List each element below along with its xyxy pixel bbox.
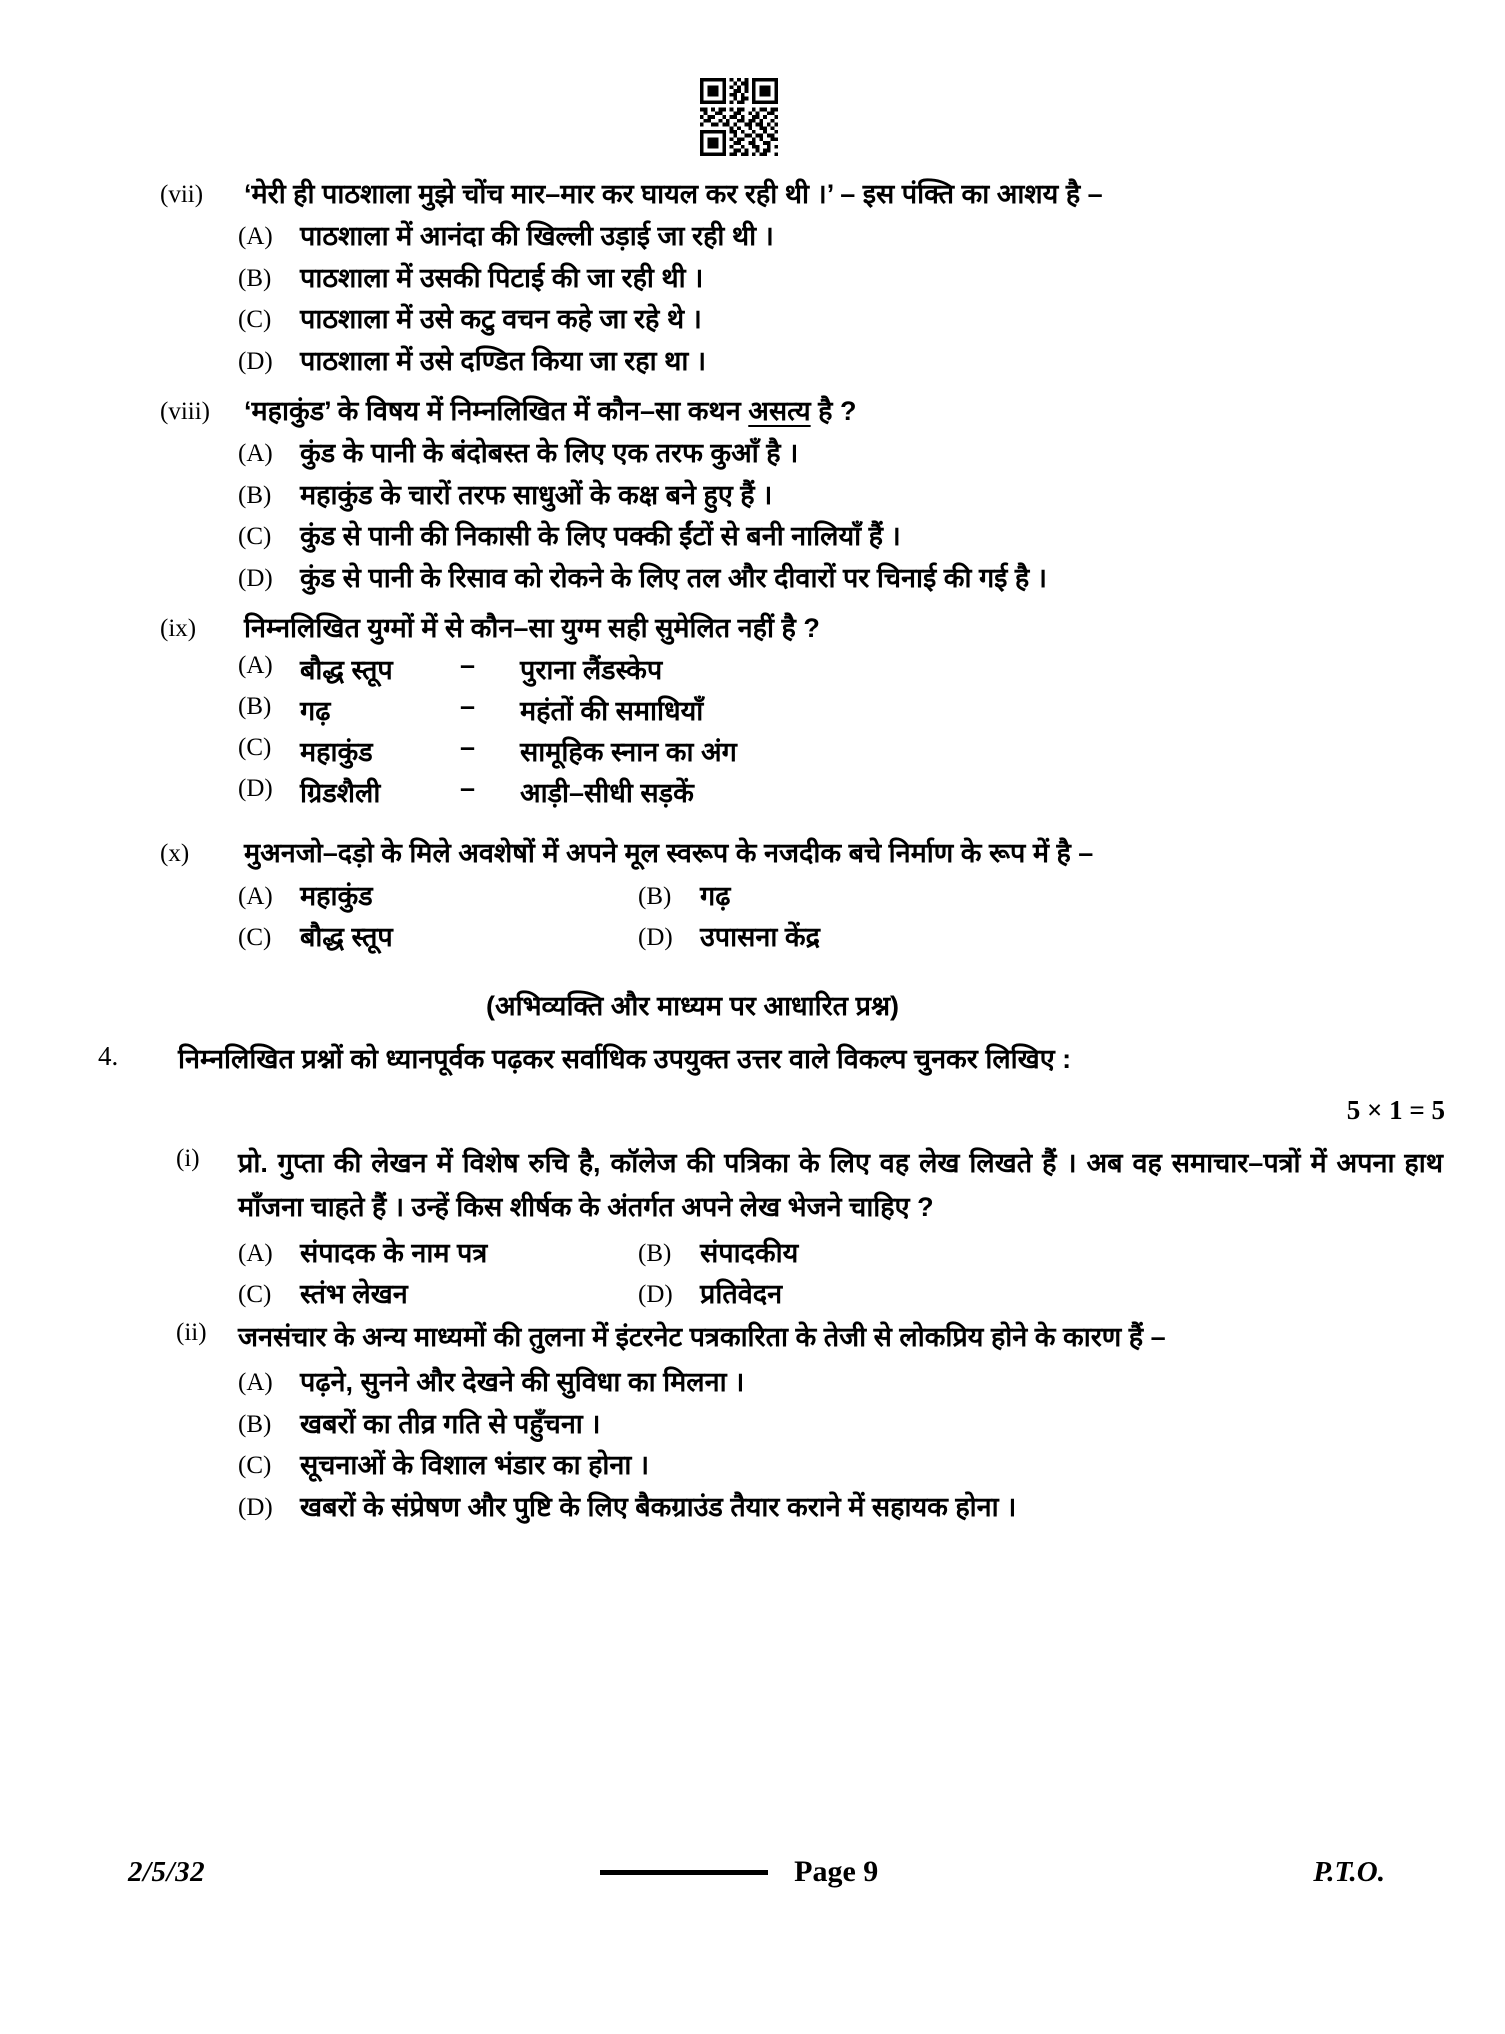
option-x-a[interactable] [238, 876, 638, 917]
option-label: (C) [238, 306, 272, 334]
question-content [0, 175, 1505, 1528]
question-marker: (ix) [160, 615, 197, 643]
spacer [0, 382, 1505, 392]
question-marker: (viii) [160, 398, 210, 426]
option-vii-b[interactable] [0, 258, 1505, 299]
paper-code: 2/5/32 [128, 1855, 206, 1888]
question-x [0, 834, 1505, 873]
option-vii-c[interactable] [0, 299, 1505, 340]
pto-label: P.T.O. [1313, 1855, 1385, 1888]
option-label: (B) [638, 882, 672, 910]
option-ix-a[interactable] [0, 650, 1505, 687]
question-text: प्रो. गुप्ता की लेखन में विशेष रुचि है, कॉलेज की पत्रिका के लिए वह लेख लिखते हैं । अब वह समाचार–पत्रों में अपना हाथ माँजना चाहते हैं । उन्हें किस शीर्षक के अंतर्गत अपने लेख भेजने चाहिए ? [238, 1148, 1443, 1222]
spacer [0, 599, 1505, 609]
question-text: निम्नलिखित प्रश्नों को ध्यानपूर्वक पढ़कर सर्वाधिक उपयुक्त उत्तर वाले विकल्प चुनकर लिखिए : [178, 1043, 1072, 1074]
footer-rule [600, 1870, 768, 1875]
option-text: संपादक के नाम पत्र [300, 1237, 488, 1268]
option-label: (B) [238, 264, 272, 292]
option-text: सूचनाओं के विशाल भंडार का होना । [300, 1450, 650, 1481]
page-footer [0, 1855, 1505, 1889]
option-viii-b[interactable] [0, 475, 1505, 516]
option-text: महाकुंड [300, 880, 373, 911]
option-label: (B) [238, 1410, 272, 1438]
option-text: पाठशाला में उसे दण्डित किया जा रहा था । [300, 345, 707, 376]
option-x-b[interactable] [638, 876, 730, 917]
option-label: (C) [238, 1281, 272, 1309]
option-vii-d[interactable] [0, 341, 1505, 382]
option-text: स्तंभ लेखन [300, 1279, 408, 1310]
question-ix [0, 609, 1505, 648]
option-4ii-d[interactable] [0, 1487, 1505, 1528]
pair-dash: – [460, 732, 476, 763]
option-4i-row-1 [0, 1233, 1505, 1274]
option-x-row-2 [0, 917, 1505, 958]
option-4i-a[interactable] [238, 1233, 638, 1274]
question-text [238, 392, 1505, 431]
option-4i-d[interactable] [638, 1274, 782, 1315]
question-text-part2: है ? [810, 396, 857, 427]
option-text: पढ़ने, सुनने और देखने की सुविधा का मिलना । [300, 1367, 745, 1398]
page-number: Page 9 [794, 1855, 879, 1888]
option-text: पाठशाला में उसकी पिटाई की जा रही थी । [300, 262, 704, 293]
option-4ii-c[interactable] [0, 1445, 1505, 1486]
question-text: ‘मेरी ही पाठशाला मुझे चोंच मार–मार कर घायल कर रही थी ।’ – इस पंक्ति का आशय है – [244, 179, 1103, 209]
option-text: महाकुंड के चारों तरफ साधुओं के कक्ष बने हुए हैं । [300, 479, 773, 510]
option-label: (D) [238, 564, 273, 592]
option-text: कुंड के पानी के बंदोबस्त के लिए एक तरफ कुआँ है । [300, 438, 799, 469]
option-4i-b[interactable] [638, 1233, 798, 1274]
option-viii-d[interactable] [0, 558, 1505, 599]
option-text: बौद्ध स्तूप [300, 922, 393, 953]
question-text: निम्नलिखित युग्मों में से कौन–सा युग्म सही सुमेलित नहीं है ? [244, 613, 820, 644]
option-label: (C) [238, 1452, 272, 1480]
option-x-row-1 [0, 876, 1505, 917]
pair-right: पुराना लैंडस्केप [520, 655, 663, 686]
option-text: प्रतिवेदन [700, 1279, 783, 1310]
option-label: (C) [238, 734, 272, 762]
option-label: (A) [238, 440, 273, 468]
marks-allocation: 5 × 1 = 5 [1346, 1095, 1445, 1126]
pair-left: गढ़ [300, 696, 331, 727]
option-label: (B) [238, 693, 272, 721]
pair-left: महाकुंड [300, 737, 373, 768]
pair-dash: – [460, 691, 476, 722]
option-vii-a[interactable] [0, 216, 1505, 257]
question-marker: 4. [98, 1040, 119, 1071]
option-text: पाठशाला में उसे कटु वचन कहे जा रहे थे । [300, 304, 702, 335]
pair-right: महंतों की समाधियाँ [520, 696, 704, 727]
option-x-c[interactable] [238, 917, 638, 958]
option-label: (A) [238, 882, 273, 910]
option-ix-c[interactable] [0, 732, 1505, 769]
option-text: खबरों का तीव्र गति से पहुँचना । [300, 1408, 601, 1439]
pair-left: ग्रिडशैली [300, 778, 381, 809]
pair-dash: – [460, 773, 476, 804]
question-marker: (ii) [176, 1318, 207, 1346]
question-4-i [0, 1142, 1505, 1229]
option-label: (C) [238, 924, 272, 952]
option-label: (D) [238, 775, 273, 803]
option-4i-row-2 [0, 1274, 1505, 1315]
option-label: (D) [238, 1493, 273, 1521]
option-text: कुंड से पानी के रिसाव को रोकने के लिए तल और दीवारों पर चिनाई की गई है । [300, 562, 1047, 593]
option-4ii-a[interactable] [0, 1362, 1505, 1403]
option-text: संपादकीय [700, 1237, 799, 1268]
question-text: जनसंचार के अन्य माध्यमों की तुलना में इंटरनेट पत्रकारिता के तेजी से लोकप्रिय होने के कारण हैं – [238, 1321, 1166, 1352]
option-ix-d[interactable] [0, 773, 1505, 810]
pair-right: सामूहिक स्नान का अंग [520, 737, 737, 768]
question-4 [0, 1039, 1505, 1080]
option-label: (B) [238, 481, 272, 509]
option-text: उपासना केंद्र [700, 922, 820, 953]
pair-dash: – [460, 650, 476, 681]
question-viii [0, 392, 1505, 431]
option-label: (D) [638, 1281, 673, 1309]
option-label: (C) [238, 523, 272, 551]
question-text: मुअनजो–दड़ो के मिले अवशेषों में अपने मूल स्वरूप के नजदीक बचे निर्माण के रूप में है – [244, 838, 1094, 869]
question-text-emphasis: असत्य [748, 396, 811, 427]
option-text: पाठशाला में आनंदा की खिल्ली उड़ाई जा रही थी । [300, 221, 774, 252]
question-marker: (vii) [160, 181, 204, 208]
option-label: (A) [238, 652, 273, 680]
spacer [0, 814, 1505, 834]
question-marker: (x) [160, 840, 190, 868]
option-label: (D) [238, 347, 273, 375]
option-label: (D) [638, 924, 673, 952]
question-marker: (i) [176, 1145, 200, 1173]
option-4i-c[interactable] [238, 1274, 638, 1315]
option-label: (A) [238, 223, 273, 251]
question-text-part1: ‘महाकुंड’ के विषय में निम्नलिखित में कौन–सा कथन [244, 396, 749, 427]
footer-center [165, 1855, 1313, 1889]
option-ix-b[interactable] [0, 691, 1505, 728]
option-text: खबरों के संप्रेषण और पुष्टि के लिए बैकग्राउंड तैयार कराने में सहायक होना । [300, 1491, 1017, 1522]
question-4-ii [0, 1316, 1505, 1360]
question-vii [0, 175, 1505, 214]
option-viii-c[interactable] [0, 516, 1505, 557]
option-text: कुंड से पानी की निकासी के लिए पक्की ईंटों से बनी नालियाँ हैं । [300, 521, 901, 552]
option-4ii-b[interactable] [0, 1404, 1505, 1445]
option-text: गढ़ [700, 880, 731, 911]
option-viii-a[interactable] [0, 433, 1505, 474]
pair-right: आड़ी–सीधी सड़कें [520, 778, 694, 809]
option-x-d[interactable] [638, 917, 820, 958]
option-label: (A) [238, 1239, 273, 1267]
option-label: (A) [238, 1369, 273, 1397]
option-label: (B) [638, 1239, 672, 1267]
qr-code-icon [700, 78, 778, 156]
section-heading: (अभिव्यक्ति और माध्यम पर आधारित प्रश्न) [485, 990, 900, 1021]
pair-left: बौद्ध स्तूप [300, 655, 393, 686]
